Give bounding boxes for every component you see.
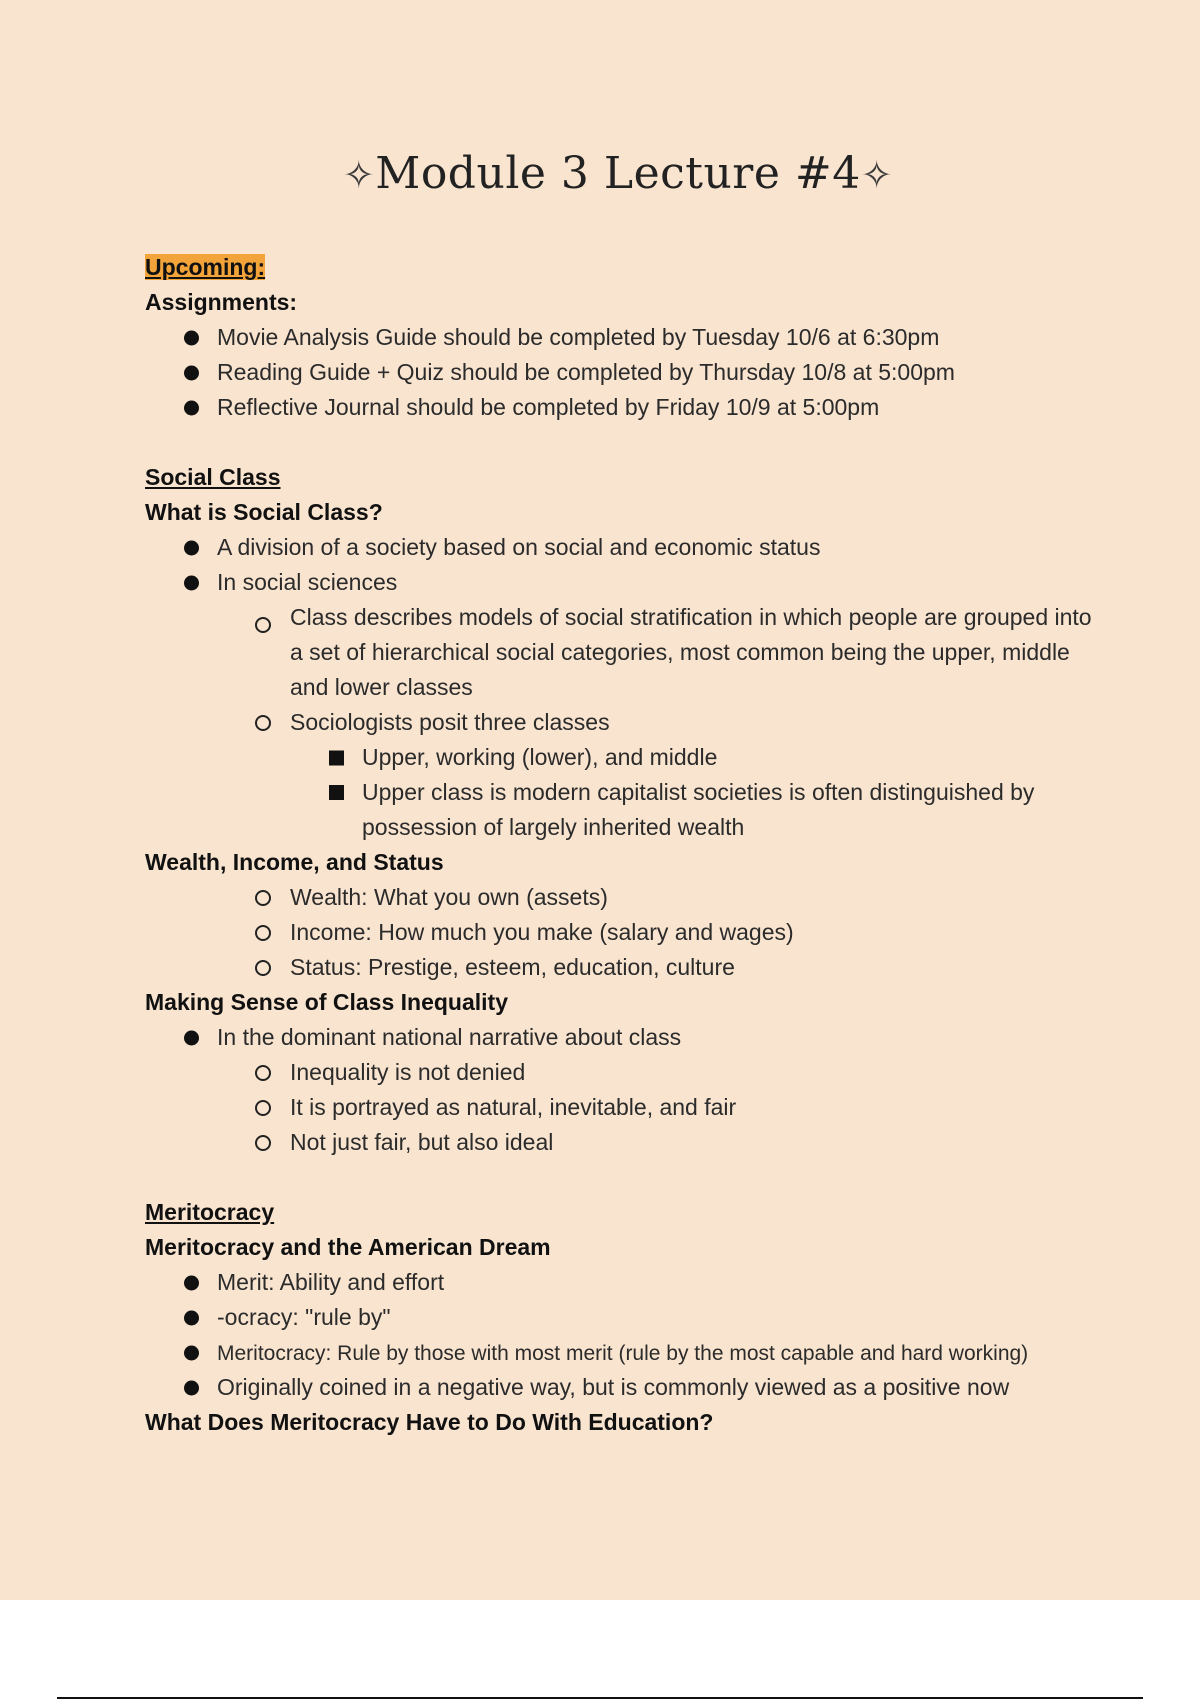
list-item: Originally coined in a negative way, but is commonly viewed as a positive now: [145, 1370, 1105, 1405]
list-item: It is portrayed as natural, inevitable, and fair: [145, 1090, 1105, 1125]
bullet-icon: [184, 1030, 199, 1045]
sparkle-icon: ✧: [342, 153, 376, 197]
wealth-income-status-heading: Wealth, Income, and Status: [145, 849, 444, 875]
hollow-bullet-icon: [255, 1135, 271, 1151]
hollow-bullet-icon: [255, 715, 271, 731]
list-item: A division of a society based on social and economic status: [145, 530, 1105, 565]
notes-body: [145, 250, 1105, 1440]
sparkle-icon: ✧: [860, 153, 894, 197]
list-item: Upper, working (lower), and middle: [145, 740, 1105, 775]
bullet-icon: [184, 400, 199, 415]
hollow-bullet-icon: [255, 890, 271, 906]
list-item: In social sciences: [145, 565, 1105, 600]
meritocracy-heading: Meritocracy: [145, 1199, 275, 1225]
page-title: [0, 148, 1200, 199]
list-item: Not just fair, but also ideal: [145, 1125, 1105, 1160]
title-text: Module 3 Lecture #4: [375, 148, 861, 199]
hollow-bullet-icon: [255, 960, 271, 976]
list-item: Reflective Journal should be completed by Friday 10/9 at 5:00pm: [145, 390, 1105, 425]
bullet-icon: [184, 330, 199, 345]
list-item: In the dominant national narrative about class: [145, 1020, 1105, 1055]
class-inequality-heading: Making Sense of Class Inequality: [145, 989, 508, 1015]
american-dream-heading: Meritocracy and the American Dream: [145, 1234, 551, 1260]
list-item: Meritocracy: Rule by those with most merit (rule by the most capable and hard working): [145, 1335, 1105, 1370]
bullet-icon: [184, 1310, 199, 1325]
hollow-bullet-icon: [255, 925, 271, 941]
bullet-icon: [184, 1345, 199, 1360]
list-item: Income: How much you make (salary and wages): [145, 915, 1105, 950]
list-item: Inequality is not denied: [145, 1055, 1105, 1090]
bullet-icon: [184, 540, 199, 555]
bullet-icon: [184, 365, 199, 380]
square-bullet-icon: [329, 750, 344, 765]
list-item: Class describes models of social stratification in which people are grouped into a set of hierarchical social categories, most common being the upper, middle and lower classes: [145, 600, 1105, 705]
education-heading: What Does Meritocracy Have to Do With Education?: [145, 1409, 714, 1435]
list-item: Reading Guide + Quiz should be completed by Thursday 10/8 at 5:00pm: [145, 355, 1105, 390]
list-item: Upper class is modern capitalist societies is often distinguished by possession of largely inherited wealth: [145, 775, 1105, 845]
list-item: Wealth: What you own (assets): [145, 880, 1105, 915]
footer-divider: [57, 1697, 1143, 1699]
list-item: Sociologists posit three classes: [145, 705, 1105, 740]
bullet-icon: [184, 1275, 199, 1290]
what-is-social-class-heading: What is Social Class?: [145, 499, 383, 525]
list-item: Merit: Ability and effort: [145, 1265, 1105, 1300]
hollow-bullet-icon: [255, 1065, 271, 1081]
list-item: Movie Analysis Guide should be completed by Tuesday 10/6 at 6:30pm: [145, 320, 1105, 355]
assignments-heading: Assignments:: [145, 289, 298, 315]
hollow-bullet-icon: [255, 1100, 271, 1116]
list-item: -ocracy: "rule by": [145, 1300, 1105, 1335]
bullet-icon: [184, 1380, 199, 1395]
upcoming-heading: Upcoming:: [145, 254, 266, 280]
square-bullet-icon: [329, 785, 344, 800]
bullet-icon: [184, 575, 199, 590]
hollow-bullet-icon: [255, 617, 271, 633]
social-class-heading: Social Class: [145, 464, 281, 490]
list-item: Status: Prestige, esteem, education, culture: [145, 950, 1105, 985]
